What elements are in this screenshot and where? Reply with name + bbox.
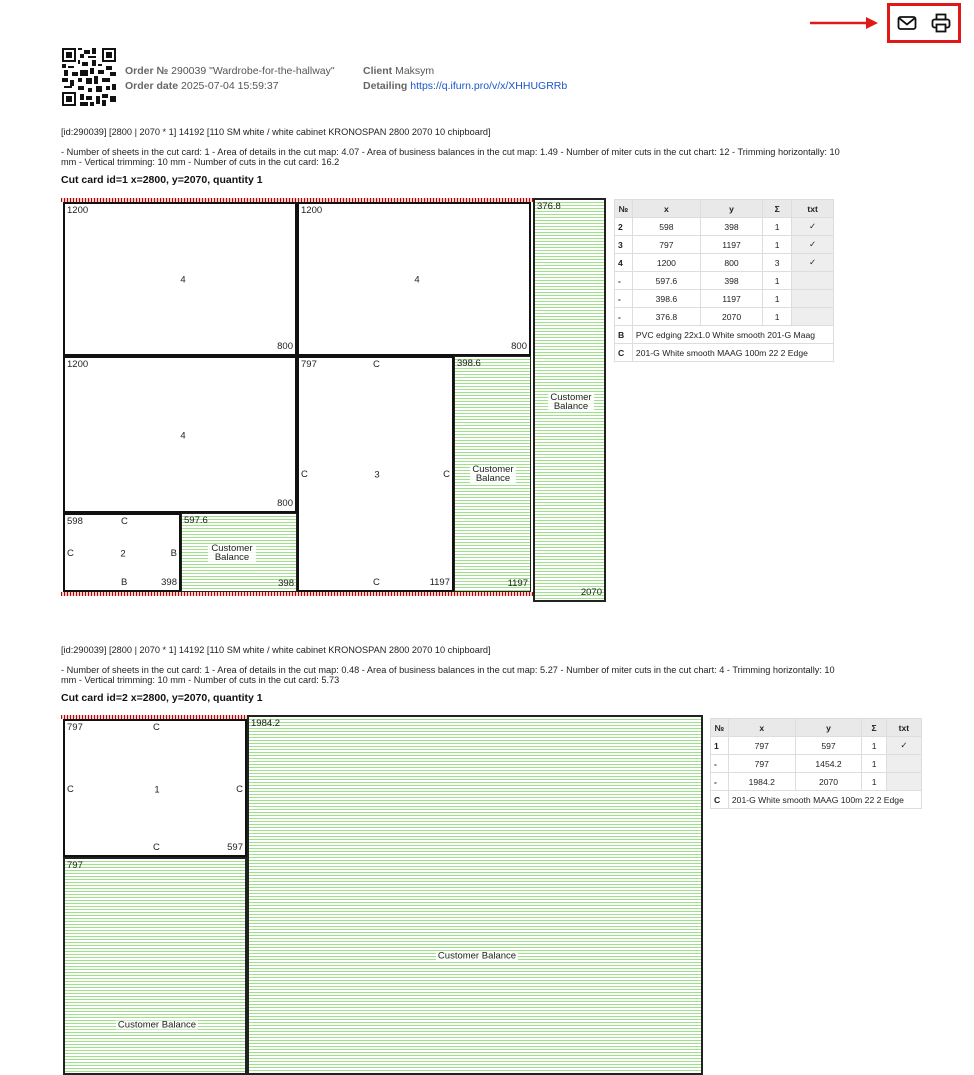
cell: 797 [728, 737, 795, 755]
material-line: [id:290039] [2800 | 2070 * 1] 14192 [110 SM white / white cabinet KRONOSPAN 2800 2070 10 chipboard] [61, 645, 491, 655]
cell: 1 [711, 737, 729, 755]
email-button[interactable] [894, 10, 920, 36]
detailing-label: Detailing [363, 80, 408, 92]
edge-marker-left: C [301, 469, 308, 480]
edge-row [615, 326, 834, 344]
balance-height-label: 398 [278, 578, 294, 589]
qr-code-image [62, 48, 116, 106]
edge-row [615, 344, 834, 362]
piece-width-label: 797 [301, 359, 317, 370]
column-header: txt [886, 719, 921, 737]
column-header: № [711, 719, 729, 737]
balance-width-label: 797 [67, 860, 83, 871]
column-header: y [700, 200, 762, 218]
material-line: [id:290039] [2800 | 2070 * 1] 14192 [110 SM white / white cabinet KRONOSPAN 2800 2070 10 chipboard] [61, 127, 491, 137]
column-header: x [728, 719, 795, 737]
cut-map-2 [61, 715, 703, 1073]
order-label: Order № [125, 65, 169, 77]
stats-line-2: mm - Vertical trimming: 10 mm - Number of cuts in the cut card: 16.2 [61, 157, 340, 167]
piece-height-label: 800 [511, 341, 527, 352]
piece-height-label: 1197 [429, 577, 450, 588]
order-info [125, 64, 335, 94]
balance-label: Customer Balance [437, 950, 517, 962]
cell: 3 [763, 254, 792, 272]
table-row[interactable] [615, 236, 834, 254]
table-row[interactable] [615, 308, 834, 326]
table-row[interactable] [615, 254, 834, 272]
table-row[interactable] [711, 773, 922, 791]
piece-height-label: 597 [227, 842, 243, 853]
piece-width-label: 1200 [67, 205, 89, 216]
edge-description: 201-G White smooth MAAG 100m 22 2 Edge [728, 791, 921, 809]
cell: 1 [763, 308, 792, 326]
cell [792, 272, 834, 290]
column-header: Σ [862, 719, 886, 737]
table-row[interactable] [711, 737, 922, 755]
piece-height-label: 398 [161, 577, 177, 588]
table-row[interactable] [615, 272, 834, 290]
cell: 398 [700, 272, 762, 290]
cell: ✓ [792, 254, 834, 272]
cell [886, 755, 921, 773]
column-header: Σ [763, 200, 792, 218]
table-header-row [615, 200, 834, 218]
piece-width-label: 1200 [301, 205, 323, 216]
customer-balance[interactable] [247, 715, 703, 1075]
envelope-icon [897, 15, 917, 31]
order-value: 290039 "Wardrobe-for-the-hallway" [171, 65, 335, 77]
detail-piece[interactable] [297, 202, 531, 356]
cut-card-title: Cut card id=2 x=2800, y=2070, quantity 1 [61, 692, 263, 704]
customer-balance[interactable] [181, 513, 297, 592]
edge-code: C [711, 791, 729, 809]
piece-width-label: 1200 [67, 359, 89, 370]
client-label: Client [363, 65, 393, 77]
cell: - [615, 290, 633, 308]
edge-description: 201-G White smooth MAAG 100m 22 2 Edge [632, 344, 833, 362]
edge-marker-top: C [121, 516, 128, 527]
cell: 3 [615, 236, 633, 254]
cell [886, 773, 921, 791]
cell: 1 [763, 290, 792, 308]
cell: 398 [700, 218, 762, 236]
detail-piece[interactable] [63, 202, 297, 356]
order-date-label: Order date [125, 80, 179, 92]
piece-number: 4 [414, 274, 420, 286]
cell: 2070 [795, 773, 862, 791]
cell: 797 [728, 755, 795, 773]
cell: 2 [615, 218, 633, 236]
detail-piece[interactable] [297, 356, 454, 592]
order-date-value: 2025-07-04 15:59:37 [181, 80, 279, 92]
table-header-row [711, 719, 922, 737]
piece-height-label: 800 [277, 498, 293, 509]
edge-row [711, 791, 922, 809]
cell: 1197 [700, 290, 762, 308]
edge-marker-bottom: C [153, 842, 160, 853]
table-row[interactable] [711, 755, 922, 773]
edge-marker-left: C [67, 784, 74, 795]
cell: 1 [763, 272, 792, 290]
cut-map-1 [61, 198, 606, 602]
cell: - [615, 308, 633, 326]
edge-marker-right: B [170, 548, 177, 559]
details-table-1 [614, 199, 834, 362]
customer-balance[interactable] [454, 356, 531, 592]
edge-marker-bottom: C [373, 577, 380, 588]
cell: 597.6 [632, 272, 700, 290]
cell: 1200 [632, 254, 700, 272]
trim-strip-bottom [61, 592, 533, 596]
edge-code: C [615, 344, 633, 362]
cell: 800 [700, 254, 762, 272]
cell: 1 [862, 737, 886, 755]
edge-marker-right: C [443, 469, 450, 480]
cell: 1197 [700, 236, 762, 254]
header-actions [887, 3, 961, 43]
print-button[interactable] [928, 10, 954, 36]
balance-height-label: 1197 [507, 578, 528, 589]
cell: ✓ [886, 737, 921, 755]
balance-height-label: 2070 [580, 587, 602, 598]
detail-piece[interactable] [63, 356, 297, 513]
piece-width-label: 797 [67, 722, 83, 733]
column-header: x [632, 200, 700, 218]
piece-width-label: 598 [67, 516, 83, 527]
column-header: txt [792, 200, 834, 218]
pointer-arrow-icon [810, 16, 880, 30]
cell: 398.6 [632, 290, 700, 308]
balance-width-label: 1984.2 [251, 718, 281, 729]
balance-label: Customer Balance [470, 465, 516, 483]
cell: 1454.2 [795, 755, 862, 773]
cell: 598 [632, 218, 700, 236]
balance-width-label: 376.8 [537, 201, 561, 212]
piece-number: 4 [180, 274, 186, 286]
edge-description: PVC edging 22x1.0 White smooth 201-G Maag [632, 326, 833, 344]
edge-code: B [615, 326, 633, 344]
cell: 1 [862, 773, 886, 791]
piece-number: 3 [374, 469, 380, 481]
edge-marker-left: C [67, 548, 74, 559]
details-table-2 [710, 718, 922, 809]
cell [792, 290, 834, 308]
table-row[interactable] [615, 290, 834, 308]
piece-number: 4 [180, 430, 186, 442]
customer-balance[interactable] [63, 857, 247, 1075]
printer-icon [931, 13, 951, 33]
balance-label: Customer Balance [117, 1019, 197, 1031]
cell: 1984.2 [728, 773, 795, 791]
column-header: № [615, 200, 633, 218]
balance-width-label: 398.6 [457, 358, 481, 369]
edge-marker-right: C [236, 784, 243, 795]
cut-card-title: Cut card id=1 x=2800, y=2070, quantity 1 [61, 174, 263, 186]
cell: - [711, 755, 729, 773]
cell: ✓ [792, 218, 834, 236]
balance-label: Customer Balance [548, 393, 594, 411]
cell: 4 [615, 254, 633, 272]
stats-line-1: - Number of sheets in the cut card: 1 - Area of details in the cut map: 4.07 - Area of business balances in the cut map: 1.49 - Number of miter cuts in the cut chart: 12 - Trimming horizontally: 10 [61, 147, 840, 157]
balance-label: Customer Balance [208, 544, 256, 562]
cell: - [615, 272, 633, 290]
detailing-link[interactable]: https://q.ifurn.pro/v/x/XHHUGRRb [410, 80, 568, 92]
cell: 1 [862, 755, 886, 773]
cell: - [711, 773, 729, 791]
cell [792, 308, 834, 326]
client-info [363, 64, 567, 94]
cell: ✓ [792, 236, 834, 254]
piece-number: 2 [120, 548, 126, 560]
piece-number: 1 [154, 784, 160, 796]
cell: 597 [795, 737, 862, 755]
client-value: Maksym [395, 65, 435, 77]
cell: 1 [763, 218, 792, 236]
balance-width-label: 597.6 [184, 515, 208, 526]
edge-marker-bottom: B [121, 577, 128, 588]
cell: 1 [763, 236, 792, 254]
cell: 797 [632, 236, 700, 254]
detail-piece[interactable] [63, 513, 181, 592]
cell: 2070 [700, 308, 762, 326]
detail-piece[interactable] [63, 719, 247, 857]
stats-line-2: mm - Vertical trimming: 10 mm - Number of cuts in the cut card: 5.73 [61, 675, 340, 685]
cell: 376.8 [632, 308, 700, 326]
customer-balance[interactable] [533, 198, 606, 602]
edge-marker-top: C [153, 722, 160, 733]
column-header: y [795, 719, 862, 737]
stats-line-1: - Number of sheets in the cut card: 1 - Area of details in the cut map: 0.48 - Area of business balances in the cut map: 5.27 - Number of miter cuts in the cut chart: 4 - Trimming horizontally: 10 [61, 665, 835, 675]
piece-height-label: 800 [277, 341, 293, 352]
edge-marker-top: C [373, 359, 380, 370]
table-row[interactable] [615, 218, 834, 236]
